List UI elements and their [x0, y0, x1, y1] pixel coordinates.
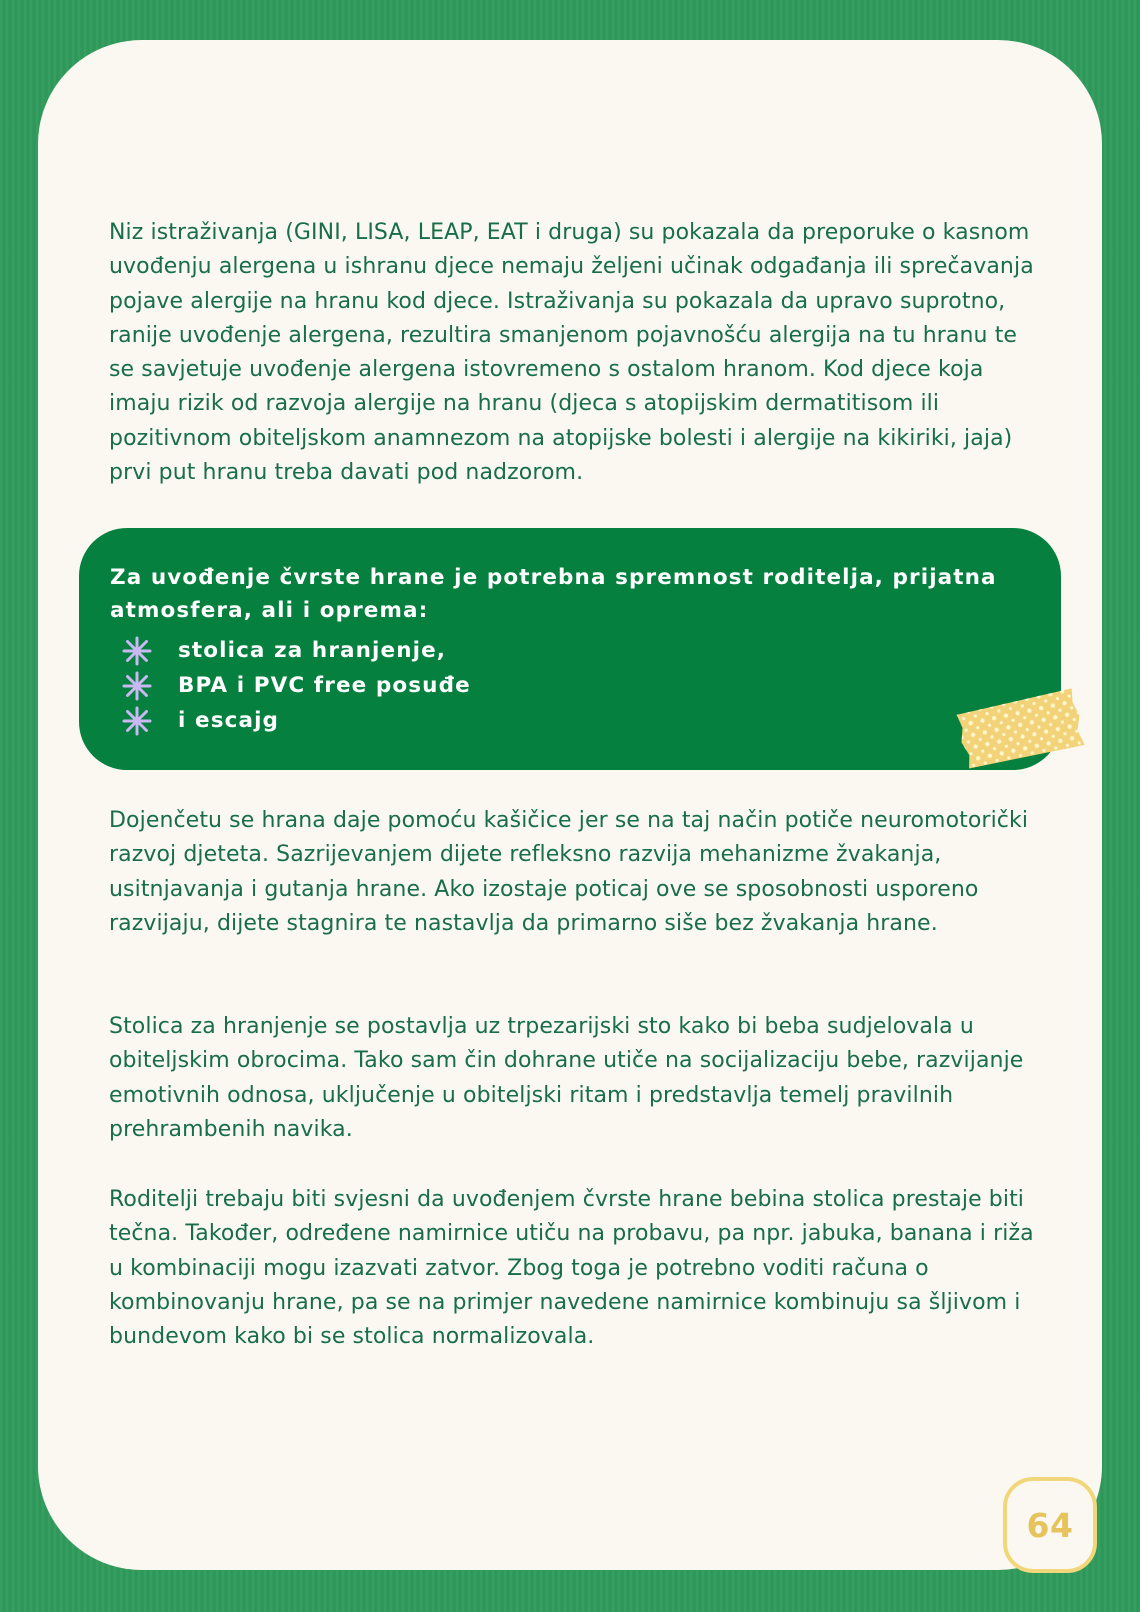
list-item-label: stolica za hranjenje,	[178, 638, 447, 663]
list-item	[122, 703, 471, 738]
callout-intro: Za uvođenje čvrste hrane je potrebna spremnost roditelja, prijatna atmosfera, ali i oprema:	[110, 565, 997, 623]
page-number: 64	[1026, 1505, 1074, 1545]
asterisk-icon	[122, 636, 152, 666]
paragraph-spoon-feeding: Dojenčetu se hrana daje pomoću kašičice jer se na taj način potiče neuromotorički razvoj djeteta. Sazrijevanjem dijete refleksno razvija mehanizme žvakanja, usitnjavanja i gutanja hrane. Ako izostaje poticaj ove se sposobnosti usporeno razvijaju, dijete stagnira te nastavlja da primarno siše bez žvakanja hrane.	[109, 808, 1029, 936]
page-number-badge	[1003, 1477, 1097, 1573]
paragraph-digestion: Roditelji trebaju biti svjesni da uvođenjem čvrste hrane bebina stolica prestaje biti tečna. Također, određene namirnice utiču na probavu, pa npr. jabuka, banana i riža u kombinaciji mogu izazvati zatvor. Zbog toga je potrebno voditi računa o kombinovanju hrane, pa se na primjer navedene namirnice kombinuju sa šljivom i bundevom kako bi se stolica normalizovala.	[109, 1187, 1034, 1350]
asterisk-icon	[122, 671, 152, 701]
callout-list	[122, 633, 471, 738]
asterisk-icon	[122, 706, 152, 736]
list-item-label: BPA i PVC free posuđe	[178, 673, 471, 698]
paragraph-allergens: Niz istraživanja (GINI, LISA, LEAP, EAT i druga) su pokazala da preporuke o kasnom uvođenju alergena u ishranu djece nemaju željeni učinak odgađanja ili sprečavanja pojave alergije na hranu kod djece. Istraživanja su pokazala da upravo suprotno, ranije uvođenje alergena, rezultira smanjenom pojavnošću alergija na tu hranu te se savjetuje uvođenje alergena istovremeno s ostalom hranom. Kod djece koja imaju rizik od razvoja alergije na hranu (djeca s atopijskim dermatitisom ili pozitivnom obiteljskom anamnezom na atopijske bolesti i alergije na kikiriki, jaja) prvi put hranu treba davati pod nadzorom.	[109, 220, 1034, 486]
list-item	[122, 633, 471, 668]
paragraph-high-chair: Stolica za hranjenje se postavlja uz trpezarijski sto kako bi beba sudjelovala u obiteljskim obrocima. Tako sam čin dohrane utiče na socijalizaciju bebe, razvijanje emotivnih odnosa, uključenje u obiteljski ritam i predstavlja temelj pravilnih prehrambenih navika.	[109, 1014, 1024, 1142]
list-item-label: i escajg	[178, 708, 280, 733]
list-item	[122, 668, 471, 703]
